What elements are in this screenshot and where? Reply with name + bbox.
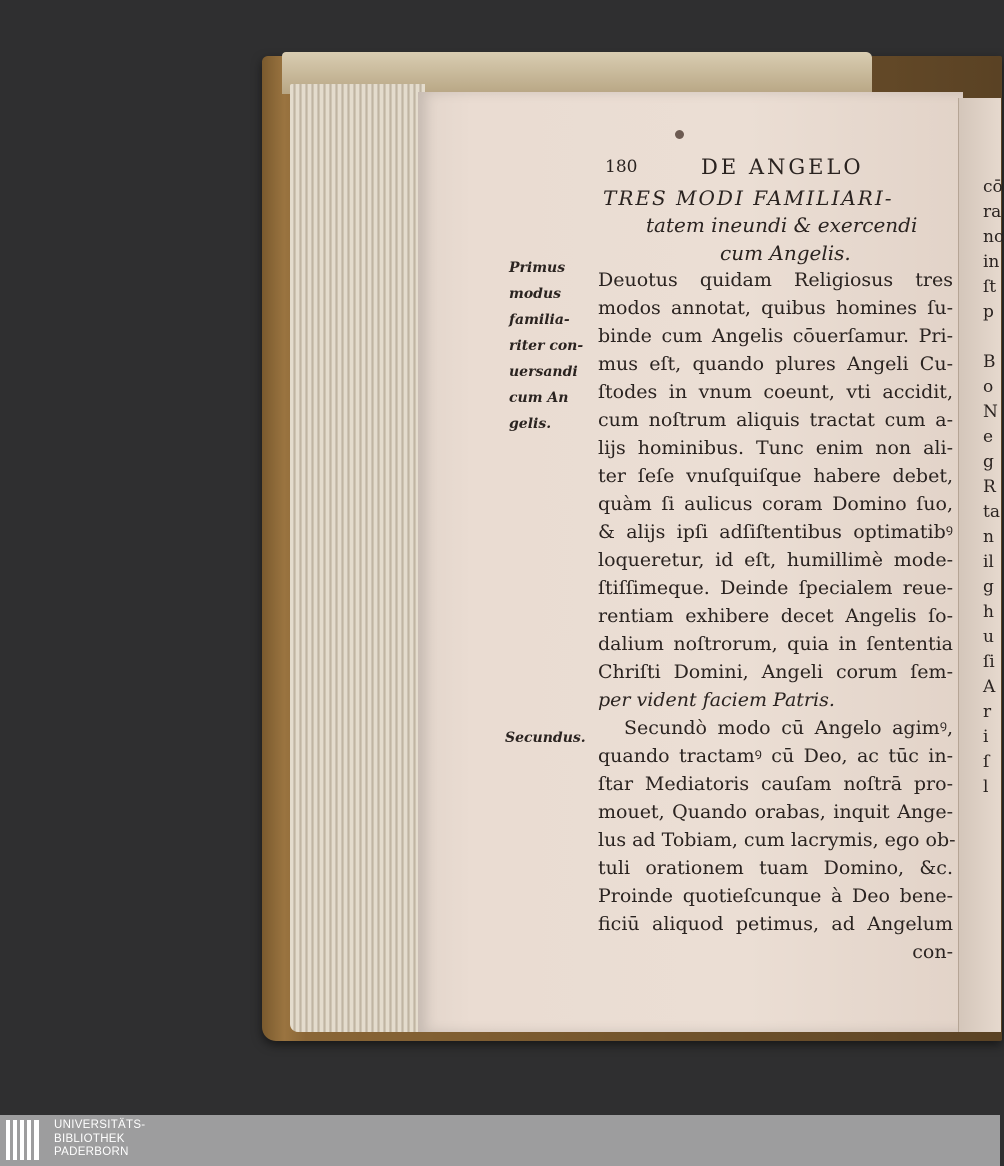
chapter-heading-line-3: cum Angelis. [720, 241, 851, 265]
facing-line: ſi [983, 652, 995, 672]
text-line: dalium noſtrorum, quia in ſententia [598, 633, 953, 655]
margin-note-line: Secundus. [505, 730, 586, 746]
institution-line: PADERBORN [54, 1146, 129, 1158]
text-line: modos annotat, quibus homines ſu- [598, 297, 953, 319]
text-line: ter ſeſe vnuſquiſque habere debet, [598, 465, 953, 487]
footer-bar [0, 1115, 1000, 1166]
facing-line: N [983, 402, 998, 422]
chapter-heading-line-2: tatem ineundi & exercendi [646, 213, 918, 237]
text-line: & alijs ipſi adſiſtentibus optimatibꝰ [598, 521, 953, 543]
page-edges [290, 84, 425, 1032]
margin-note-line: gelis. [509, 416, 552, 432]
facing-line: no [983, 227, 1004, 247]
facing-line: i [983, 727, 989, 747]
text-line: Deuotus quidam Religiosus tres [598, 269, 953, 291]
facing-line: g [983, 452, 994, 472]
text-line: per vident faciem Patris. [598, 689, 835, 711]
facing-line: cō [983, 177, 1003, 197]
facing-line: A [983, 677, 996, 697]
facing-line: g [983, 577, 994, 597]
margin-note-line: Primus [509, 260, 566, 276]
text-line: lijs hominibus. Tunc enim non ali- [598, 437, 953, 459]
facing-line [983, 325, 1000, 350]
margin-note-line: modus [509, 286, 562, 302]
institution-line: BIBLIOTHEK [54, 1132, 125, 1145]
text-line: tuli orationem tuam Domino, &c. [598, 857, 953, 879]
text-line: lus ad Tobiam, cum lacrymis, ego ob- [598, 829, 956, 851]
facing-line: ta [983, 502, 1000, 522]
facing-page-text [983, 175, 1004, 800]
facing-line: ſ [983, 752, 990, 772]
institution-line: UNIVERSITÄTS- [54, 1119, 146, 1131]
facing-line: il [983, 552, 994, 572]
facing-line: l [983, 777, 989, 797]
text-line: ficiū aliquod petimus, ad Angelum [598, 913, 953, 935]
text-line: cum noſtrum aliquis tractat cum a- [598, 409, 953, 431]
margin-note-secundus [505, 725, 586, 751]
facing-line: ſt [983, 277, 997, 297]
body-text [598, 266, 956, 966]
text-line: ſtar Mediatoris cauſam noſtrā pro- [598, 773, 953, 795]
margin-note-primus [509, 255, 583, 437]
facing-line: p [983, 302, 994, 322]
facing-line: ra [983, 202, 1002, 222]
text-line: rentiam exhibere decet Angelis ſo- [598, 605, 953, 627]
facing-line: e [983, 427, 994, 447]
chapter-heading-line-1: TRES MODI FAMILIARI- [603, 186, 894, 210]
text-line: ſtiſſimeque. Deinde ſpecialem reue- [598, 577, 953, 599]
institution-name [54, 1119, 145, 1160]
facing-line: o [983, 377, 994, 397]
catchword: con- [912, 941, 953, 963]
facing-line: R [983, 477, 996, 497]
text-line: Chriſti Domini, Angeli corum ſem- [598, 661, 953, 683]
margin-note-line: uersandi [509, 364, 578, 380]
margin-note-line: riter con- [509, 338, 584, 354]
margin-note-line: cum An [509, 390, 569, 406]
facing-line: B [983, 352, 996, 372]
text-line: mus eſt, quando plures Angeli Cu- [598, 353, 953, 375]
running-head: DE ANGELO [701, 155, 864, 179]
facing-line: r [983, 702, 992, 722]
library-logo-icon [6, 1120, 46, 1160]
text-line: mouet, Quando orabas, inquit Ange- [598, 801, 953, 823]
facing-line: in [983, 252, 1000, 272]
page-header [605, 155, 940, 181]
text-line: binde cum Angelis cōuerſamur. Pri- [598, 325, 953, 347]
text-line: Secundò modo cū Angelo agimꝰ, [624, 717, 953, 739]
text-line: quàm ſi aulicus coram Domino ſuo, [598, 493, 953, 515]
facing-line: n [983, 527, 994, 547]
margin-note-line: familia- [509, 312, 570, 328]
facing-line: u [983, 627, 994, 647]
text-line: quando tractamꝰ cū Deo, ac tūc in- [598, 745, 953, 767]
page-number: 180 [605, 157, 638, 177]
text-line: loqueretur, id eſt, humillimè mode- [598, 549, 953, 571]
paper-spot [675, 130, 684, 139]
text-line: ſtodes in vnum coeunt, vti accidit, [598, 381, 953, 403]
facing-line: h [983, 602, 994, 622]
text-line: Proinde quotieſcunque à Deo bene- [598, 885, 953, 907]
